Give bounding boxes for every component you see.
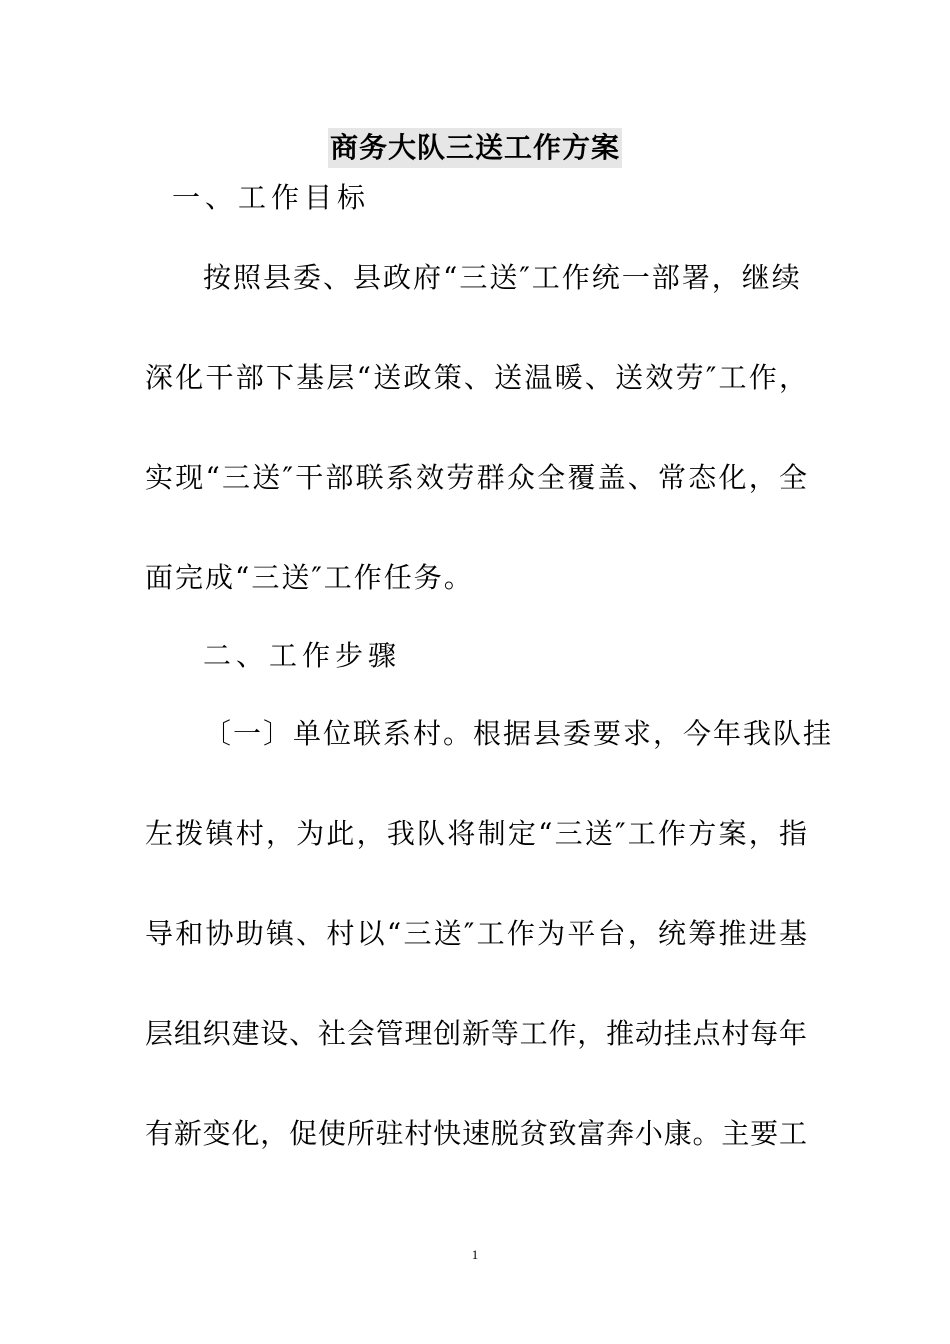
paragraph-2-line-4: 层组织建设、社会管理创新等工作，推动挂点村每年 <box>145 1017 807 1050</box>
page-number: 1 <box>471 1247 479 1262</box>
title-container <box>0 128 950 168</box>
section-heading-goals: 一、工作目标 <box>172 181 371 214</box>
paragraph-1-line-3: 实现“三送″干部联系效劳群众全覆盖、常态化，全 <box>145 461 807 494</box>
paragraph-2-line-1: 〔一〕单位联系村。根据县委要求，今年我队挂 <box>203 717 834 750</box>
paragraph-2-line-5: 有新变化，促使所驻村快速脱贫致富奔小康。主要工 <box>145 1117 807 1150</box>
document-title: 商务大队三送工作方案 <box>328 128 622 168</box>
paragraph-1-line-2: 深化干部下基层“送政策、送温暖、送效劳″工作， <box>145 361 807 394</box>
section-heading-steps: 二、工作步骤 <box>203 639 402 672</box>
paragraph-1-line-4: 面完成“三送″工作任务。 <box>145 561 474 594</box>
paragraph-2-line-2: 左拨镇村，为此，我队将制定“三送″工作方案，指 <box>145 817 807 850</box>
paragraph-2-line-3: 导和协助镇、村以“三送″工作为平台，统筹推进基 <box>145 917 807 950</box>
paragraph-1-line-1: 按照县委、县政府“三送″工作统一部署，继续 <box>203 261 802 294</box>
